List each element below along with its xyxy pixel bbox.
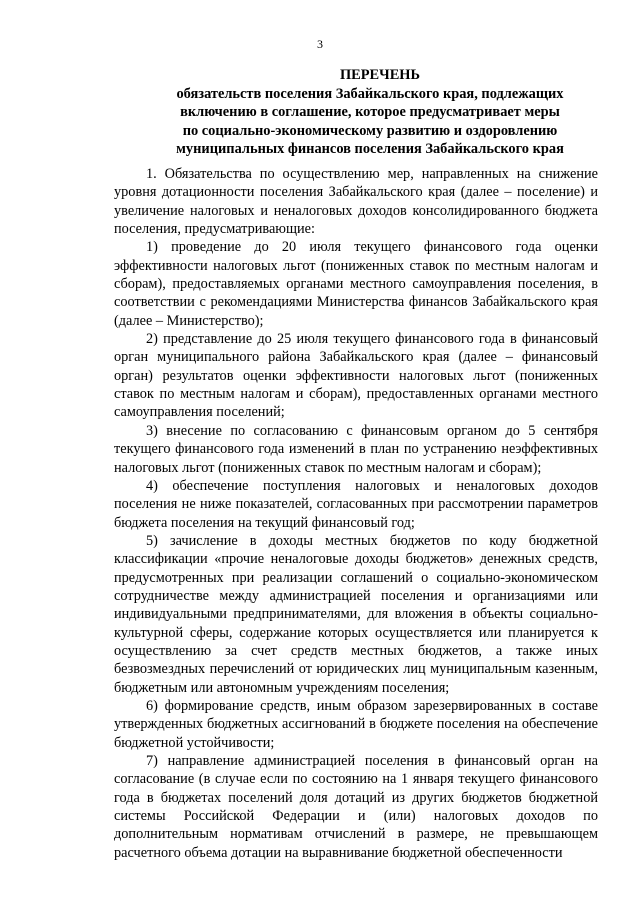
document-heading (100, 66, 640, 159)
paragraph-item-1: 1) проведение до 20 июля текущего финансового года оценки эффективности налоговых льгот (пониженных ставок по местным налогам и сборам), предоставляемых органами местного самоуправления поселения, в соответствии с рекомендациями Министерства финансов Забайкальского края (далее – Министерство); (114, 239, 598, 329)
paragraph-item-7: 7) направление администрацией поселения в финансовый орган на согласование (в случае если по состоянию на 1 января текущего финансового года в бюджетах поселений доля дотаций из других бюджетов бюджетной системы Российской Федерации и (или) налоговых доходов по дополнительным нормативам отчислений в размере, не превышающем расчетного объема дотации на выравнивание бюджетной обеспеченности (114, 753, 598, 861)
heading-line: муниципальных финансов поселения Забайкальского края (176, 141, 564, 157)
paragraph-item-4: 4) обеспечение поступления налоговых и неналоговых доходов поселения не ниже показателей, согласованных при рассмотрении параметров бюджета поселения на текущий финансовый год; (114, 477, 598, 531)
paragraph-item-5: 5) зачисление в доходы местных бюджетов по коду бюджетной классификации «прочие неналоговые доходы бюджетов» денежных средств, предусмотренных при реализации соглашений о социально-экономическом сотрудничестве между администрацией поселения и организациями или индивидуальными предпринимателями, для вложения в объекты социально-культурной сферы, содержание которых осуществляется или планируется к осуществлению за счет средств местных бюджетов, а также иных безвозмездных перечислений от юридических лиц муниципальным казенным, бюджетным или автономным учреждениям поселения; (114, 532, 598, 696)
heading-line: по социально-экономическому развитию и оздоровлению (182, 122, 558, 139)
heading-line: включению в соглашение, которое предусматривает меры (180, 104, 560, 120)
paragraph-item-2: 2) представление до 25 июля текущего финансового года в финансовый орган муниципального района Забайкальского края (далее – финансовый орган) результатов оценки эффективности налоговых льгот (пониженных ставок по местным налогам и сборам), предоставленных органами местного самоуправления поселений; (114, 331, 598, 421)
page-number: 3 (317, 37, 323, 51)
document-body (114, 165, 598, 862)
heading-line: обязательств поселения Забайкальского края, подлежащих (176, 85, 564, 102)
paragraph-obligations-intro: 1. Обязательства по осуществлению мер, направленных на снижение уровня дотационности поселения Забайкальского края (далее – поселение) и увеличение налоговых и неналоговых доходов консолидированного бюджета поселения, предусматривающие: (114, 166, 598, 238)
paragraph-item-6: 6) формирование средств, иным образом зарезервированных в составе утвержденных бюджетных ассигнований в бюджете поселения на обеспечение бюджетной устойчивости; (114, 697, 598, 751)
paragraph-item-3: 3) внесение по согласованию с финансовым органом до 5 сентября текущего финансового года изменений в план по устранению неэффективных налоговых льгот (пониженных ставок по местным налогам и сборам); (114, 422, 598, 476)
document-title: ПЕРЕЧЕНЬ (339, 67, 421, 83)
